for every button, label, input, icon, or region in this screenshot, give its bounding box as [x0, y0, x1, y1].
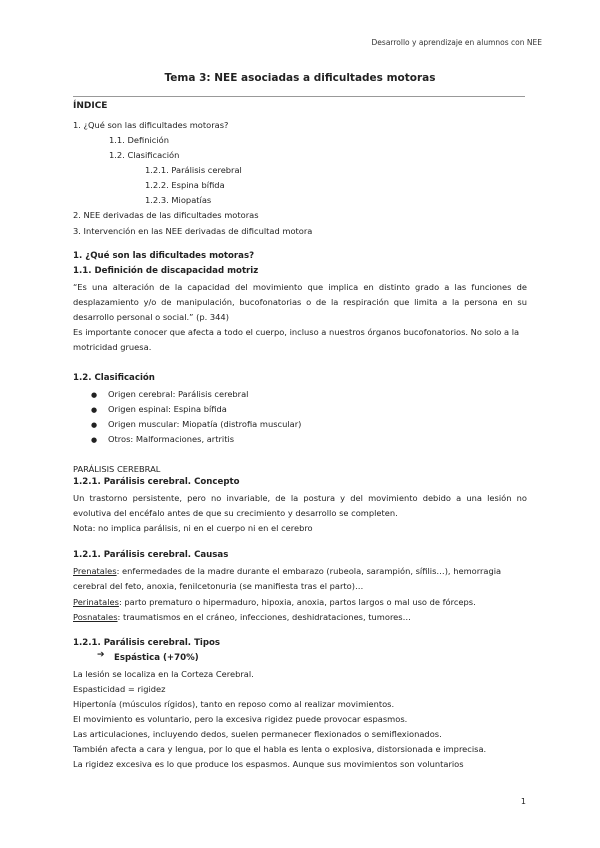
index-item: 2. NEE derivadas de las dificultades motoras [73, 210, 259, 220]
definition-quote-line: “Es una alteración de la capacidad del movimiento que implica en distinto grado a las funciones de [73, 282, 527, 292]
index-item: 3. Intervención en las NEE derivadas de dificultad motora [73, 226, 313, 236]
index-item: 1.2.3. Miopatías [145, 195, 212, 205]
cause-text: : enfermedades de la madre durante el embarazo (rubeola, sarampión, sífilis…), hemorragia [116, 566, 502, 576]
paragraph-line: El movimiento es voluntario, pero la excesiva rigidez puede provocar espasmos. [73, 714, 408, 724]
subsection-heading: 1.2.1. Parálisis cerebral. Causas [73, 550, 229, 560]
title-divider [73, 96, 525, 97]
cause-line [73, 579, 363, 594]
list-item: Origen espinal: Espina bífida [108, 404, 227, 414]
bullet-icon: ● [91, 421, 98, 429]
cause-line [73, 610, 411, 625]
paragraph-line: Las articulaciones, incluyendo dedos, suelen permanecer flexionados o semiflexionados. [73, 729, 442, 739]
paragraph-line: Espasticidad = rigidez [73, 684, 166, 694]
page-number: 1 [520, 797, 526, 806]
cause-label: Posnatales [73, 612, 118, 622]
index-heading: ÍNDICE [73, 101, 108, 111]
list-item: Origen muscular: Miopatía (distrofia muscular) [108, 419, 302, 429]
definition-quote-line: desplazamiento y/o de manipulación, bucofonatorias o de la respiración que limita a la persona en su [73, 297, 527, 307]
cause-line [73, 595, 476, 610]
paragraph-line: La rigidez excesiva es lo que produce los espasmos. Aunque sus movimientos son voluntarios [73, 759, 464, 769]
index-item: 1.2. Clasificación [109, 150, 180, 160]
section-heading: 1. ¿Qué son las dificultades motoras? [73, 251, 255, 261]
subsection-heading: 1.2.1. Parálisis cerebral. Concepto [73, 477, 240, 487]
index-item: 1.1. Definición [109, 135, 169, 145]
paragraph-line: La lesión se localiza en la Corteza Cerebral. [73, 669, 254, 679]
index-item: 1. ¿Qué son las dificultades motoras? [73, 120, 229, 130]
index-item: 1.2.2. Espina bífida [145, 180, 225, 190]
paragraph-line: motricidad gruesa. [73, 342, 152, 352]
paragraph-line: Es importante conocer que afecta a todo el cuerpo, incluso a nuestros órganos bucofonatorios. No solo a la [73, 327, 520, 337]
bullet-icon: ● [91, 406, 98, 414]
paragraph-line: Nota: no implica parálisis, ni en el cuerpo ni en el cerebro [73, 523, 313, 533]
subsection-heading: 1.2. Clasificación [73, 373, 155, 383]
cause-label: Perinatales [73, 597, 119, 607]
list-item: Otros: Malformaciones, artritis [108, 434, 235, 444]
section-label: PARÁLISIS CEREBRAL [73, 464, 161, 474]
paragraph-line: evolutiva del encéfalo antes de que su crecimiento y desarrollo se completen. [73, 508, 398, 518]
paragraph-line: Un trastorno persistente, pero no invariable, de la postura y del movimiento debido a una lesión no [73, 493, 527, 503]
list-item: Origen cerebral: Parálisis cerebral [108, 389, 249, 399]
cause-text: : traumatismos en el cráneo, infecciones, deshidrataciones, tumores… [117, 612, 411, 622]
subsection-heading: 1.1. Definición de discapacidad motriz [73, 266, 259, 276]
cause-text: : parto prematuro o hipermaduro, hipoxia, anoxia, partos largos o mal uso de fórceps. [118, 597, 476, 607]
subsection-heading: 1.2.1. Parálisis cerebral. Tipos [73, 638, 221, 648]
cause-line [73, 564, 501, 579]
cause-text: cerebral del feto, anoxia, fenilcetonuria (se manifiesta tras el parto)… [73, 581, 364, 591]
running-header: Desarrollo y aprendizaje en alumnos con NEE [371, 38, 542, 47]
arrow-right-icon: ➔ [97, 650, 105, 660]
document-title: Tema 3: NEE asociadas a dificultades motoras [164, 72, 436, 84]
index-item: 1.2.1. Parálisis cerebral [145, 165, 242, 175]
type-label: Espástica (+70%) [114, 653, 199, 663]
cause-label: Prenatales [73, 566, 117, 576]
bullet-icon: ● [91, 391, 98, 399]
bullet-icon: ● [91, 436, 98, 444]
paragraph-line: Hipertonía (músculos rígidos), tanto en reposo como al realizar movimientos. [73, 699, 395, 709]
definition-quote-line: desarrollo personal o social.” (p. 344) [73, 312, 229, 322]
paragraph-line: También afecta a cara y lengua, por lo que el habla es lenta o explosiva, distorsionada e imprecisa. [73, 744, 487, 754]
